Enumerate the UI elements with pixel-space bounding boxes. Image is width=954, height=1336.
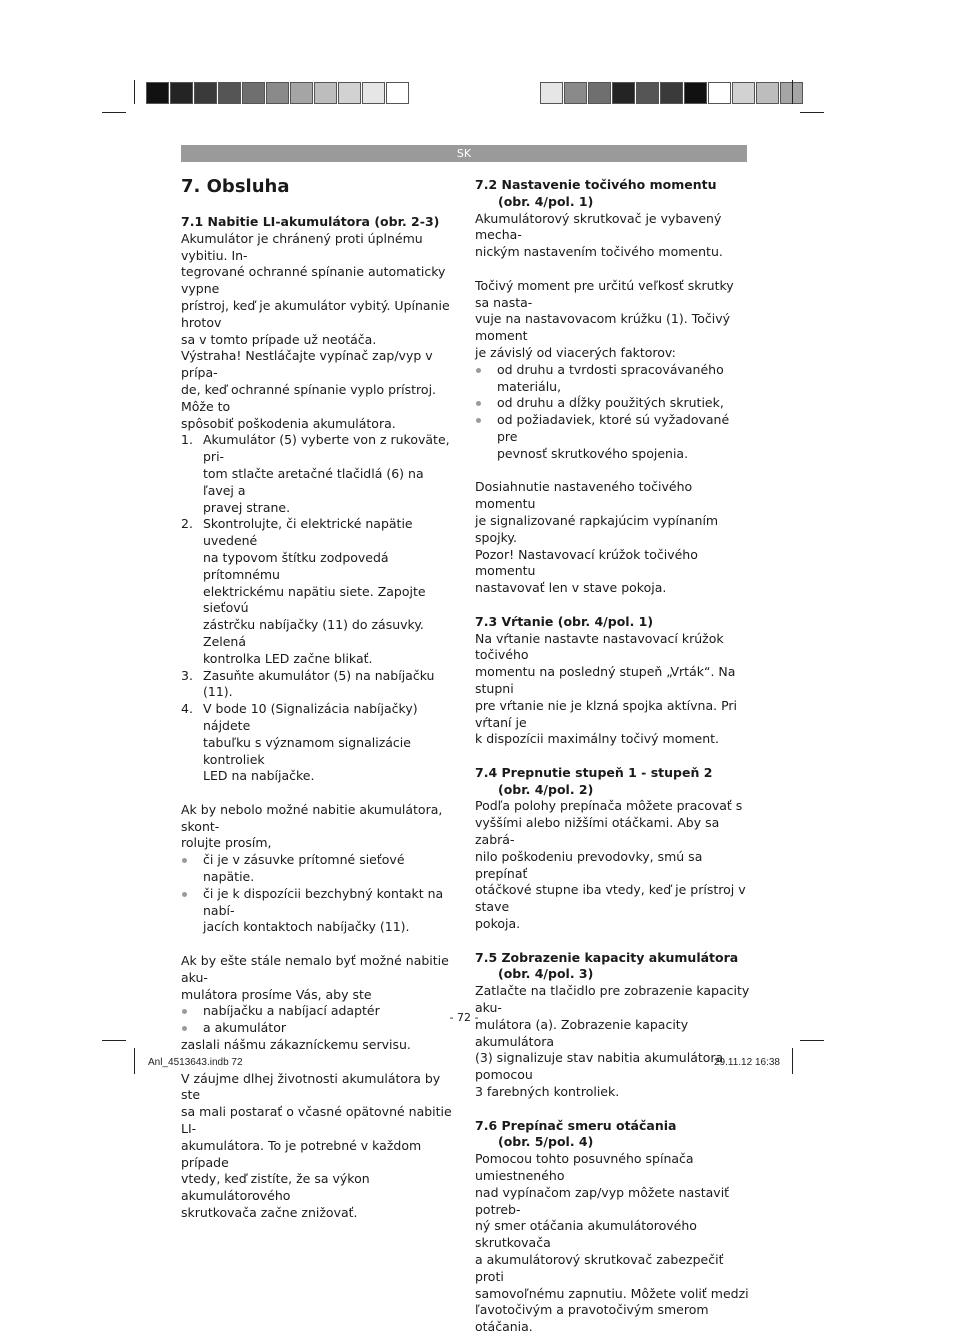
text-line: Zasuňte akumulátor (5) na nabíjačku (11). xyxy=(203,667,435,700)
text-line: Pomocou tohto posuvného spínača umiestneného xyxy=(475,1151,694,1184)
text-line: Pozor! Nastavovací krúžok točivého momentu xyxy=(475,546,698,579)
paragraph xyxy=(181,953,456,1003)
text-line: vyššími alebo nižšími otáčkami. Aby sa zabrá- xyxy=(475,815,720,848)
step-item xyxy=(181,432,456,516)
color-swatch xyxy=(540,82,563,104)
bullet-icon xyxy=(182,1026,187,1031)
text-line: sa mali postarať o včasné opätovné nabitie LI- xyxy=(181,1104,452,1137)
color-swatch xyxy=(588,82,611,104)
list-item xyxy=(475,395,750,412)
text-line: Skontrolujte, či elektrické napätie uvedené xyxy=(203,516,413,549)
paragraph xyxy=(475,278,750,362)
heading-7-6 xyxy=(475,1118,750,1152)
paragraph xyxy=(181,802,456,852)
paragraph xyxy=(475,983,750,1101)
text-line: Dosiahnutie nastaveného točivého momentu xyxy=(475,479,693,512)
heading-line: 7.5 Zobrazenie kapacity akumulátora xyxy=(475,949,739,965)
step-item xyxy=(181,516,456,667)
color-bar-left xyxy=(146,82,410,104)
color-swatch xyxy=(362,82,385,104)
text-line: sa v tomto prípade už neotáča. xyxy=(181,331,377,347)
section-title: 7. Obsluha xyxy=(181,176,290,197)
text-line: 3 farebných kontroliek. xyxy=(475,1084,620,1100)
warning-paragraph xyxy=(181,348,456,432)
heading-line: 7.6 Prepínač smeru otáčania xyxy=(475,1117,677,1133)
text-line: ný smer otáčania akumulátorového skrutkovača xyxy=(475,1218,697,1251)
color-swatch xyxy=(708,82,731,104)
text-line: nabíjačku a nabíjací adaptér xyxy=(203,1003,380,1019)
text-line: de, keď ochranné spínanie vyplo prístroj. Môže to xyxy=(181,381,437,414)
right-column xyxy=(475,177,750,1336)
text-line: tabuľku s významom signalizácie kontroliek xyxy=(203,734,411,767)
color-swatch xyxy=(612,82,635,104)
list-item xyxy=(475,362,750,396)
heading-line: (obr. 4/pol. 3) xyxy=(498,966,594,982)
text-line: Akumulátorový skrutkovač je vybavený mecha- xyxy=(475,210,722,243)
bullet-icon xyxy=(476,418,481,423)
color-swatch xyxy=(338,82,361,104)
text-line: nastavovať len v stave pokoja. xyxy=(475,580,667,596)
color-swatch xyxy=(314,82,337,104)
paragraph xyxy=(475,211,750,261)
text-line: Akumulátor je chránený proti úplnému vybitiu. In- xyxy=(181,230,423,263)
text-line: rolujte prosím, xyxy=(181,835,272,851)
text-line: samovoľnému zapnutiu. Môžete voliť medzi xyxy=(475,1285,749,1301)
text-line: Ak by ešte stále nemalo byť možné nabitie aku- xyxy=(181,953,449,985)
steps-list xyxy=(181,432,456,785)
step-number: 2. xyxy=(181,516,193,532)
crop-mark xyxy=(792,80,793,104)
color-swatch xyxy=(386,82,409,104)
text-line: pokoja. xyxy=(475,916,521,932)
paragraph xyxy=(181,1037,456,1054)
bullet-icon xyxy=(182,858,187,863)
paragraph xyxy=(475,631,750,749)
text-line: V záujme dlhej životnosti akumulátora by ste xyxy=(181,1070,441,1103)
color-swatch xyxy=(660,82,683,104)
paragraph xyxy=(475,479,750,597)
heading-line: 7.2 Nastavenie točivého momentu xyxy=(475,177,717,192)
step-number: 1. xyxy=(181,432,193,448)
text-line: akumulátora. To je potrebné v každom prípade xyxy=(181,1137,422,1170)
paragraph xyxy=(475,1151,750,1336)
text-line: Podľa polohy prepínača môžete pracovať s xyxy=(475,798,743,814)
language-header: SK xyxy=(181,145,747,162)
heading-line: (obr. 4/pol. 2) xyxy=(498,781,594,797)
text-line: vuje na nastavovacom krúžku (1). Točivý moment xyxy=(475,311,731,344)
text-line: nickým nastavením točivého momentu. xyxy=(475,244,723,260)
heading-7-4 xyxy=(475,765,750,799)
list-item xyxy=(181,886,456,936)
footer-file: Anl_4513643.indb 72 xyxy=(148,1057,243,1068)
text-line: či je v zásuvke prítomné sieťové napätie. xyxy=(203,852,405,885)
heading-7-1: 7.1 Nabitie LI-akumulátora (obr. 2-3) xyxy=(181,214,440,229)
step-number: 4. xyxy=(181,701,193,717)
list-item xyxy=(181,852,456,886)
step-item xyxy=(181,668,456,702)
heading-line: (obr. 4/pol. 1) xyxy=(498,193,594,209)
text-line: je závislý od viacerých faktorov: xyxy=(475,344,676,360)
text-line: či je k dispozícii bezchybný kontakt na nabí- xyxy=(203,885,444,918)
heading-7-5 xyxy=(475,950,750,984)
crop-mark xyxy=(134,80,135,104)
text-line: pravej strane. xyxy=(203,499,291,515)
color-swatch xyxy=(266,82,289,104)
color-swatch xyxy=(242,82,265,104)
text-line: je signalizované rapkajúcim vypínaním spojky. xyxy=(475,512,719,545)
paragraph xyxy=(475,798,750,932)
text-line: nad vypínačom zap/vyp môžete nastaviť potreb- xyxy=(475,1184,730,1217)
text-line: mulátora prosíme Vás, aby ste xyxy=(181,986,372,1002)
color-swatch xyxy=(170,82,193,104)
heading-7-3 xyxy=(475,614,750,631)
text-line: kontrolka LED začne blikať. xyxy=(203,650,373,666)
color-swatch xyxy=(194,82,217,104)
text-line: skrutkovača začne znižovať. xyxy=(181,1205,358,1221)
crop-mark xyxy=(800,1040,824,1041)
text-line: od požiadaviek, ktoré sú vyžadované pre xyxy=(497,412,730,444)
color-swatch xyxy=(290,82,313,104)
text-line: Na vŕtanie nastavte nastavovací krúžok točivého xyxy=(475,630,724,663)
text-line: zástrčku nabíjačky (11) do zásuvky. Zelená xyxy=(203,617,424,649)
footer-date: 29.11.12 16:38 xyxy=(714,1057,780,1068)
text-line: a akumulátor xyxy=(203,1020,286,1036)
heading-line: (obr. 5/pol. 4) xyxy=(498,1134,594,1150)
crop-mark xyxy=(792,1048,793,1074)
crop-mark xyxy=(102,1040,126,1041)
text-line: Zatlačte na tlačidlo pre zobrazenie kapacity aku- xyxy=(475,983,750,1016)
text-line: tom stlačte aretačné tlačidlá (6) na ľavej a xyxy=(203,465,424,498)
text-line: tegrované ochranné spínanie automaticky vypne xyxy=(181,264,446,297)
color-swatch xyxy=(218,82,241,104)
bullet-list xyxy=(475,362,750,463)
paragraph xyxy=(181,1071,456,1222)
paragraph xyxy=(181,231,456,349)
text-line: od druhu a dĺžky použitých skrutiek, xyxy=(497,395,724,411)
text-line: elektrickému napätiu siete. Zapojte sieťovú xyxy=(203,583,426,616)
text-line: ľavotočivým a pravotočivým smerom otáčania. xyxy=(475,1302,709,1335)
heading-7-2 xyxy=(475,177,750,211)
text-line: jacích kontaktoch nabíjačky (11). xyxy=(203,919,410,935)
bullet-icon xyxy=(476,368,481,373)
color-swatch xyxy=(732,82,755,104)
page-number: - 72 - xyxy=(449,1011,479,1024)
text-line: pre vŕtanie nie je klzná spojka aktívna. Pri vŕtaní je xyxy=(475,697,737,730)
crop-mark xyxy=(800,112,824,113)
text-line: Ak by nebolo možné nabitie akumulátora, skont- xyxy=(181,801,443,834)
bullet-icon xyxy=(476,401,481,406)
text-line: materiálu, xyxy=(497,378,562,394)
list-item xyxy=(475,412,750,462)
text-line: nilo poškodeniu prevodovky, smú sa prepínať xyxy=(475,848,703,881)
text-line: V bode 10 (Signalizácia nabíjačky) nájdete xyxy=(203,701,418,733)
text-line: Výstraha! Nestláčajte vypínač zap/vyp v prípa- xyxy=(181,348,433,381)
color-swatch xyxy=(756,82,779,104)
text-line: od druhu a tvrdosti spracovávaného xyxy=(497,361,724,377)
text-line: k dispozícii maximálny točivý moment. xyxy=(475,731,720,747)
crop-mark xyxy=(102,112,126,113)
color-swatch xyxy=(684,82,707,104)
color-swatch xyxy=(636,82,659,104)
text-line: na typovom štítku zodpovedá prítomnému xyxy=(203,549,389,582)
text-line: (3) signalizuje stav nabitia akumulátora pomocou xyxy=(475,1050,724,1083)
text-line: Akumulátor (5) vyberte von z rukoväte, pri- xyxy=(203,432,450,465)
text-line: Točivý moment pre určitú veľkosť skrutky sa nasta- xyxy=(475,277,734,310)
text-line: prístroj, keď je akumulátor vybitý. Upínanie hrotov xyxy=(181,297,450,330)
text-line: LED na nabíjačke. xyxy=(203,768,315,784)
step-number: 3. xyxy=(181,667,193,683)
step-item xyxy=(181,701,456,785)
color-swatch xyxy=(564,82,587,104)
text-line: momentu na posledný stupeň „Vrták“. Na stupni xyxy=(475,664,736,696)
text-line: a akumulátorový skrutkovač zabezpečiť proti xyxy=(475,1252,724,1284)
heading-line: 7.4 Prepnutie stupeň 1 - stupeň 2 xyxy=(475,764,713,780)
text-line: mulátora (a). Zobrazenie kapacity akumulátora xyxy=(475,1016,689,1049)
color-bar-right xyxy=(540,82,804,104)
bullet-icon xyxy=(182,892,187,897)
bullet-list xyxy=(181,852,456,936)
color-swatch xyxy=(146,82,169,104)
text-line: pevnosť skrutkového spojenia. xyxy=(497,445,689,461)
text-line: zaslali nášmu zákazníckemu servisu. xyxy=(181,1037,411,1053)
text-line: vtedy, keď zistíte, že sa výkon akumulátorového xyxy=(181,1171,370,1204)
crop-mark xyxy=(134,1048,135,1074)
heading-line: 7.3 Vŕtanie (obr. 4/pol. 1) xyxy=(475,613,654,629)
text-line: spôsobiť poškodenia akumulátora. xyxy=(181,415,396,431)
text-line: otáčkové stupne iba vtedy, keď je prístroj v stave xyxy=(475,882,746,915)
